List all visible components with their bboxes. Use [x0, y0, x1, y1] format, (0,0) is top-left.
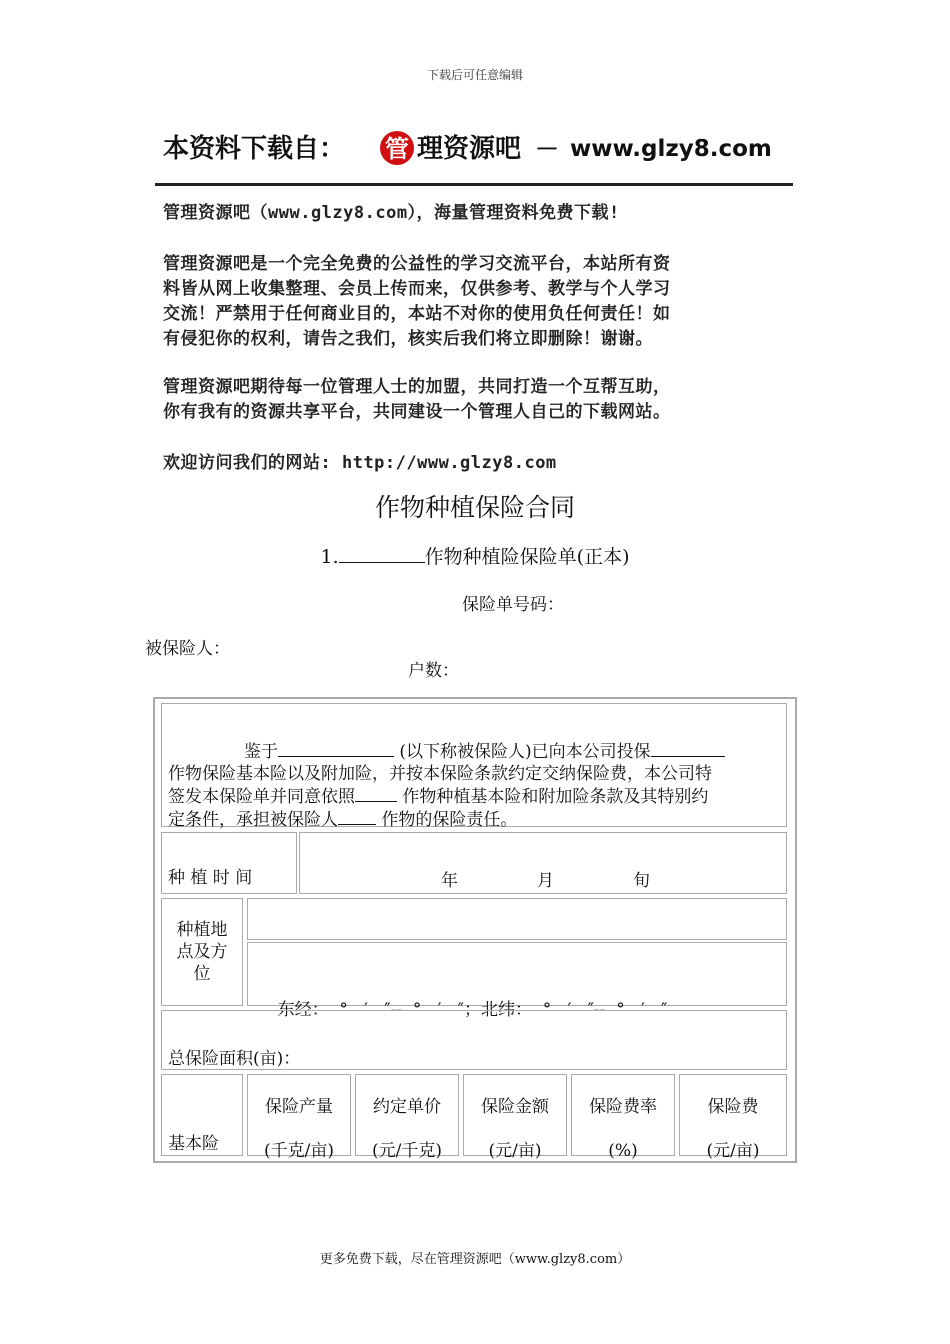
ad-para-3-line-2: 你有我有的资源共享平台，共同建设一个管理人自己的下载网站。	[163, 402, 671, 422]
clause-text-4a: 定条件，承担被保险人	[168, 810, 338, 830]
subtitle-blank	[339, 544, 425, 563]
planting-time-value-cell	[299, 832, 787, 894]
clause-line-1	[168, 740, 780, 763]
clause-blank-1	[278, 740, 394, 757]
clause-text-3a: 签发本保险单并同意依照	[168, 787, 355, 807]
ad-para-2-line-1: 管理资源吧是一个完全免费的公益性的学习交流平台，本站所有资	[163, 254, 671, 274]
total-area-label: 总保险面积(亩)：	[168, 1049, 301, 1069]
column-unit-premium: (元/亩)	[706, 1141, 760, 1161]
policy-subtitle	[0, 542, 950, 569]
column-unit-amount: (元/亩)	[488, 1141, 542, 1161]
planting-time-label: 种 植 时 间	[168, 867, 253, 888]
header-note: 下载后可任意编辑	[426, 68, 523, 82]
column-name-yield: 保险产量	[265, 1097, 333, 1117]
column-cell-rate	[571, 1074, 675, 1161]
ad-line-1: 管理资源吧（www.glzy8.com），海量管理资料免费下载!	[163, 203, 620, 223]
clause-blank-4	[338, 808, 376, 825]
month-label: 月	[537, 871, 554, 891]
column-cell-price	[355, 1074, 459, 1161]
site-banner	[163, 128, 793, 168]
planting-time-label-cell	[161, 832, 297, 894]
clause-blank-3	[355, 785, 397, 802]
coordinates-cell	[247, 942, 787, 1020]
column-cell-premium	[679, 1074, 787, 1161]
column-cell-amount	[463, 1074, 567, 1161]
location-upper-cell	[247, 898, 787, 940]
banner-logo-char: 管	[385, 135, 409, 163]
basic-label: 基本险	[168, 1134, 219, 1154]
column-unit-price: (元/千克)	[372, 1141, 442, 1161]
households-label: 户数：	[408, 661, 459, 681]
ad-visit-line: 欢迎访问我们的网站: http://www.glzy8.com	[163, 453, 557, 473]
clause-text-1a: 鉴于	[244, 742, 278, 762]
insured-label: 被保险人：	[145, 639, 230, 659]
column-name-premium: 保险费	[707, 1097, 759, 1117]
location-label: 种植地点及方位	[176, 920, 228, 984]
ad-para-2-line-3: 交流！严禁用于任何商业目的，本站不对你的使用负任何责任！如	[163, 304, 671, 324]
subtitle-text: 作物种植险保险单(正本)	[424, 546, 630, 568]
ad-para-2-line-4: 有侵犯你的权利，请告之我们，核实后我们将立即删除！谢谢。	[163, 329, 653, 349]
document-title: 作物种植保险合同	[374, 493, 575, 522]
clause-line-3	[168, 785, 780, 808]
clause-blank-2	[651, 740, 725, 757]
column-unit-yield: (千克/亩)	[264, 1141, 334, 1161]
year-label: 年	[441, 871, 458, 891]
ad-para-3-line-1: 管理资源吧期待每一位管理人士的加盟，共同打造一个互帮互助，	[163, 377, 671, 397]
column-name-amount: 保险金额	[481, 1097, 549, 1117]
clause-text-1b: (以下称被保险人)已向本公司投保	[399, 742, 651, 762]
location-label-cell	[161, 898, 243, 1006]
coordinates-text: 东经： ° ′ ″-- ° ′ ″；北纬： ° ′ ″-- ° ′ ″	[277, 1000, 668, 1020]
clause-line-2: 作物保险基本险以及附加险，并按本保险条款约定交纳保险费，本公司特	[168, 764, 712, 784]
ad-para-2-line-2: 料皆从网上收集整理、会员上传而来，仅供参考、教学与个人学习	[163, 279, 671, 299]
clause-text-3b: 作物种植基本险和附加险条款及其特别约	[402, 787, 709, 807]
policy-number-label: 保险单号码：	[462, 595, 564, 615]
total-area-cell	[161, 1010, 787, 1070]
clause-cell	[161, 703, 787, 830]
banner-prefix: 本资料下载自：	[163, 134, 346, 164]
banner-dash: －	[535, 135, 559, 163]
xun-label: 旬	[633, 871, 650, 891]
column-unit-rate: (%)	[608, 1141, 638, 1161]
footer-note: 更多免费下载，尽在管理资源吧（www.glzy8.com）	[319, 1252, 631, 1267]
column-name-rate: 保险费率	[589, 1097, 657, 1117]
clause-line-4	[168, 808, 780, 831]
policy-form	[153, 697, 797, 1163]
banner-url: www.glzy8.com	[570, 136, 772, 162]
clause-text-4b: 作物的保险责任。	[381, 810, 518, 830]
column-name-price: 约定单价	[373, 1097, 441, 1117]
subtitle-number: 1.	[320, 546, 339, 568]
basic-label-cell	[161, 1074, 243, 1156]
banner-site-name: 理资源吧	[417, 134, 522, 164]
banner-divider	[155, 183, 793, 186]
column-cell-yield	[247, 1074, 351, 1161]
